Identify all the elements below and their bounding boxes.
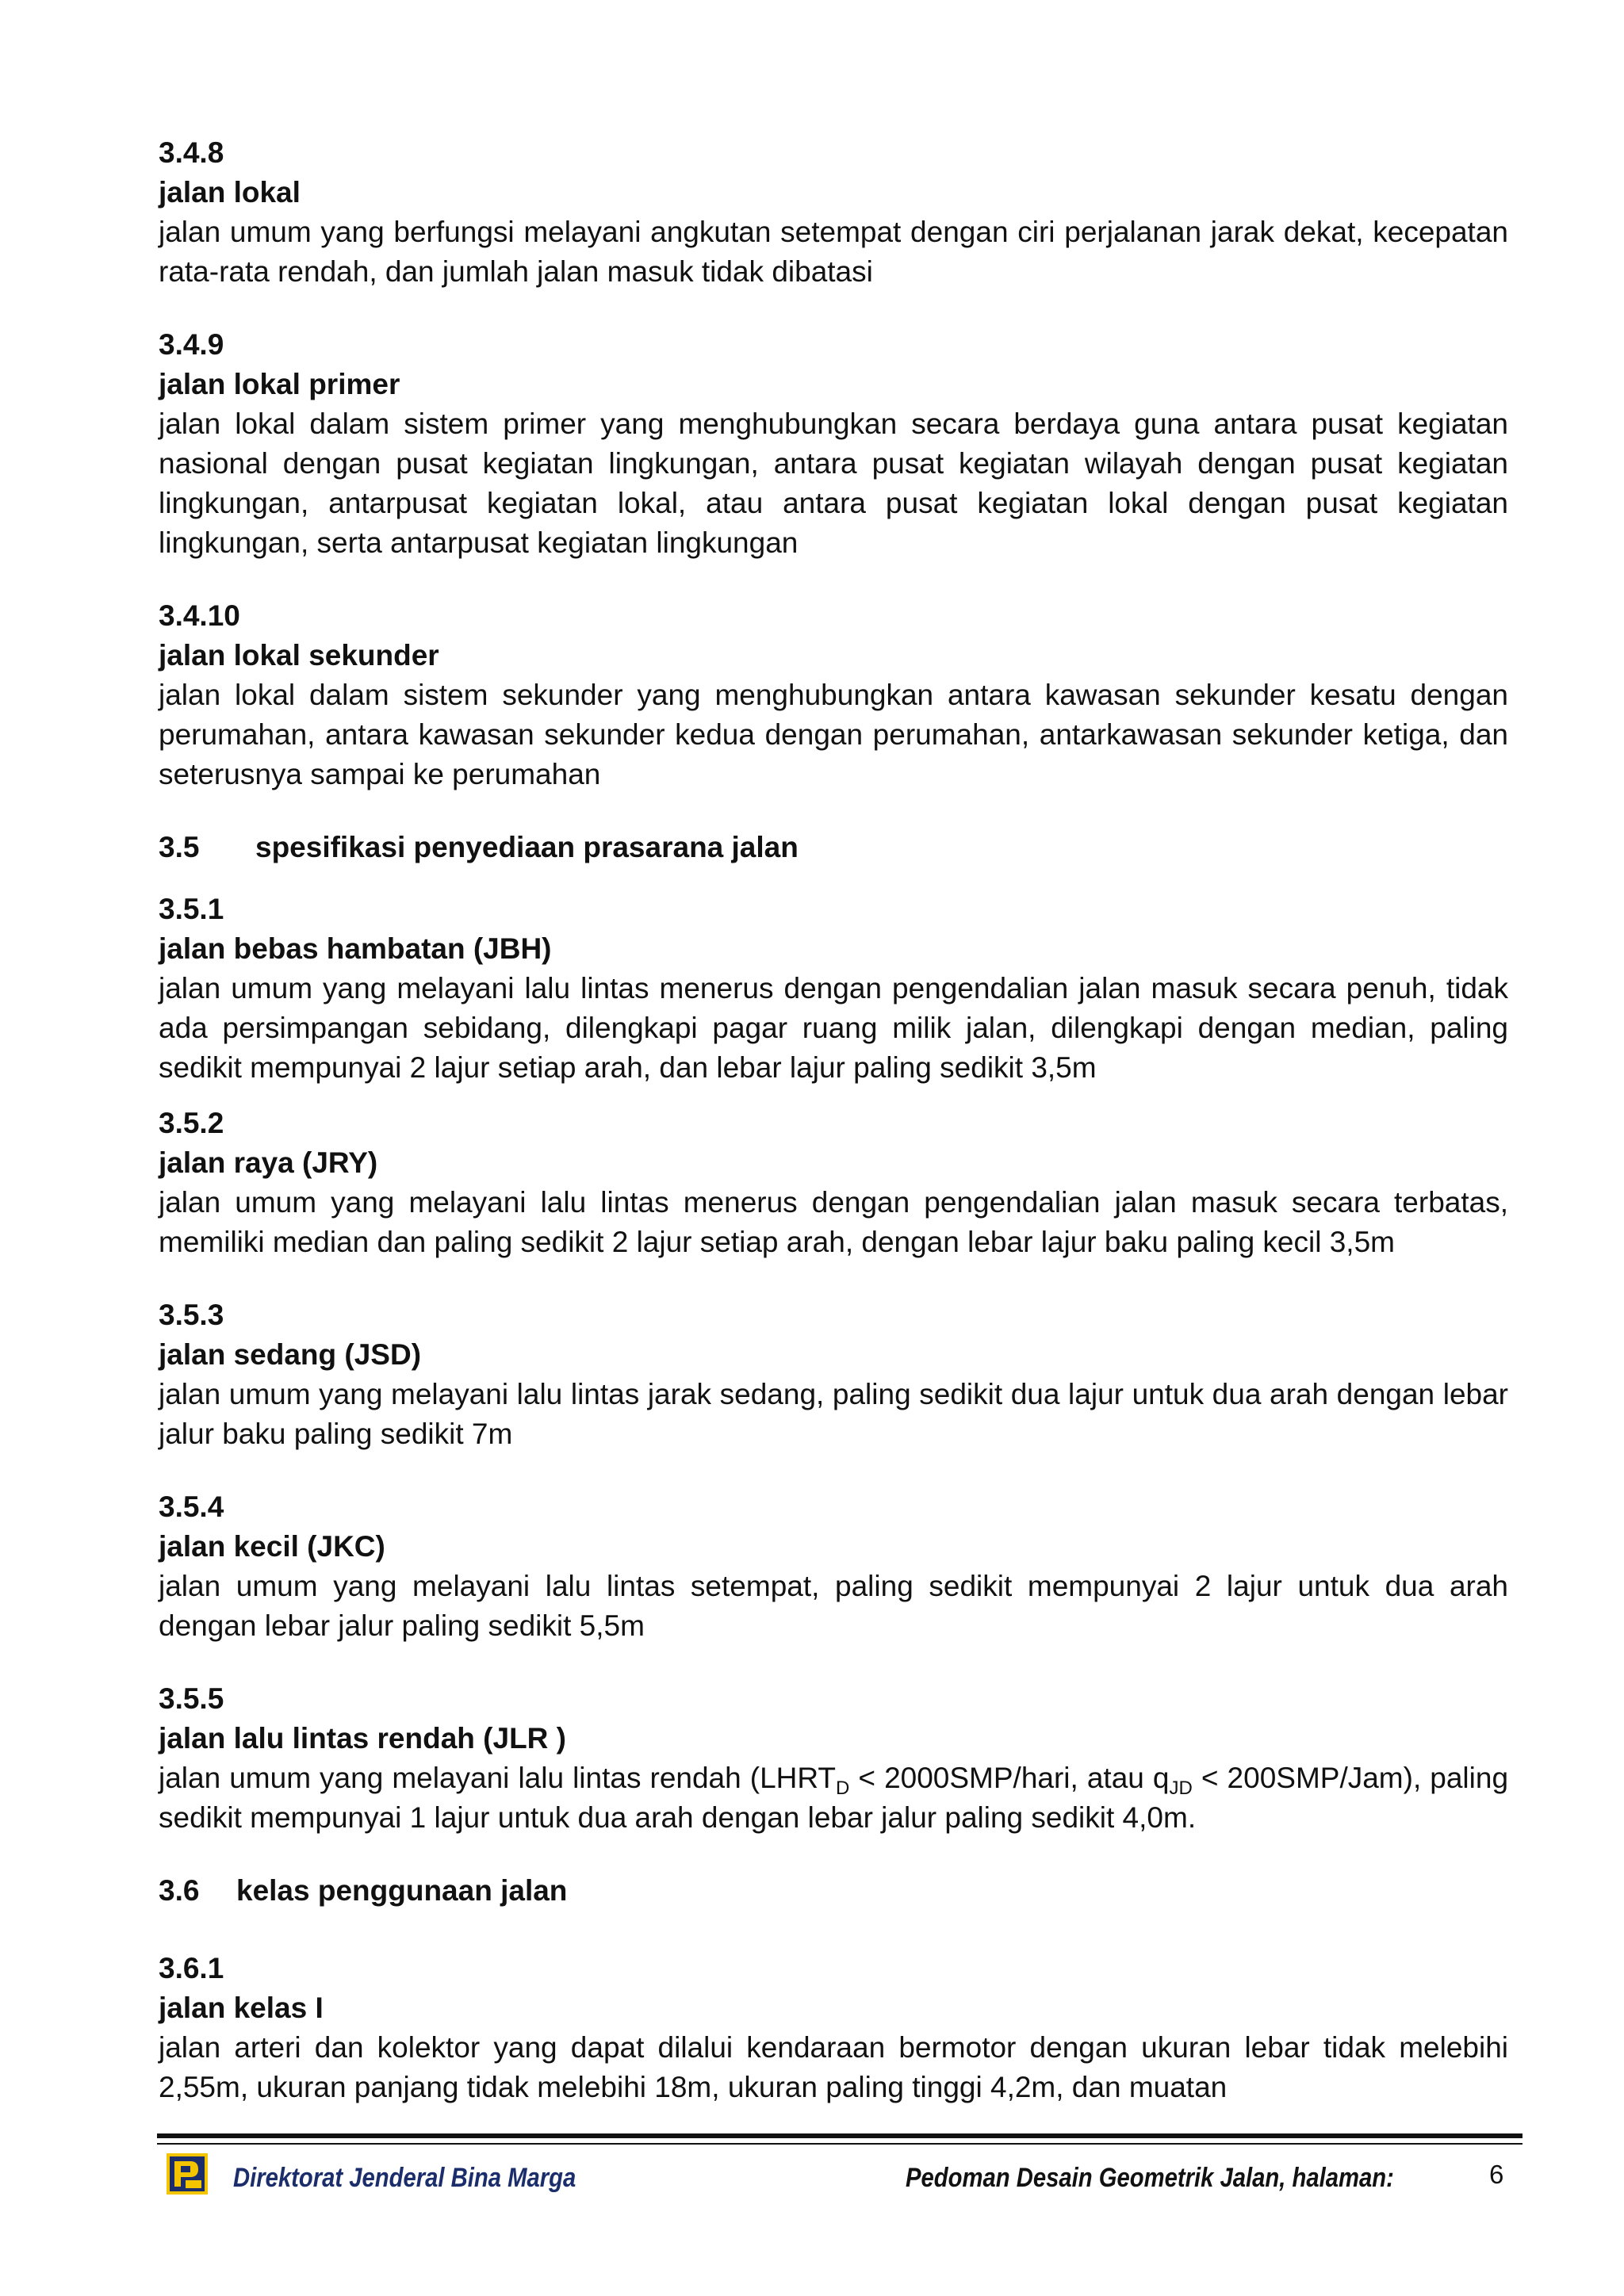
- definition-text: jalan umum yang melayani lalu lintas rendah (LHRT: [159, 1762, 837, 1794]
- section-title: kelas penggunaan jalan: [236, 1874, 568, 1907]
- entry-number: 3.6.1: [159, 1952, 224, 1984]
- page-number: 6: [1489, 2160, 1504, 2189]
- entry-definition: jalan arteri dan kolektor yang dapat dilalui kendaraan bermotor dengan ukuran lebar tidak melebihi 2,55m, ukuran panjang tidak melebihi 18m, ukuran paling tinggi 4,2m, dan muatan: [159, 2031, 1508, 2103]
- definition-text: < 2000SMP/hari, atau q: [849, 1762, 1170, 1794]
- entry-3-5-3: [159, 1295, 1508, 1454]
- entry-number: 3.5.2: [159, 1107, 224, 1139]
- entry-number: 3.5.3: [159, 1299, 224, 1331]
- entry-number: 3.5.1: [159, 893, 224, 925]
- footer-divider: [157, 2133, 1522, 2138]
- section-number: 3.5: [159, 831, 200, 863]
- pu-logo-icon: [167, 2153, 208, 2195]
- document-body: [159, 133, 1508, 2141]
- entry-3-5-5: [159, 1679, 1508, 1838]
- section-number: 3.6: [159, 1874, 200, 1907]
- subscript: D: [836, 1777, 850, 1799]
- entry-definition: jalan umum yang melayani lalu lintas jarak sedang, paling sedikit dua lajur untuk dua arah dengan lebar jalur baku paling sedikit 7m: [159, 1378, 1508, 1450]
- entry-term: jalan kelas I: [159, 1992, 324, 2024]
- entry-term: jalan lokal sekunder: [159, 639, 439, 672]
- entry-number: 3.4.8: [159, 136, 224, 169]
- entry-term: jalan lalu lintas rendah (JLR ): [159, 1722, 566, 1755]
- entry-term: jalan sedang (JSD): [159, 1338, 422, 1371]
- footer-divider-thin: [157, 2143, 1522, 2145]
- entry-definition: [159, 1758, 1508, 1838]
- entry-3-5-1: [159, 890, 1508, 1088]
- entry-definition: jalan umum yang melayani lalu lintas menerus dengan pengendalian jalan masuk secara terbatas, memiliki median dan paling sedikit 2 lajur setiap arah, dengan lebar lajur baku paling kecil 3,5m: [159, 1186, 1508, 1258]
- entry-number: 3.4.9: [159, 328, 224, 361]
- section-heading-3-5: [159, 828, 1508, 867]
- entry-3-5-2: [159, 1104, 1508, 1262]
- entry-number: 3.5.5: [159, 1682, 224, 1715]
- entry-3-4-9: [159, 325, 1508, 563]
- entry-3-6-1: [159, 1949, 1508, 2107]
- entry-definition: jalan umum yang melayani lalu lintas setempat, paling sedikit mempunyai 2 lajur untuk dua arah dengan lebar jalur paling sedikit 5,5m: [159, 1570, 1508, 1642]
- entry-term: jalan lokal: [159, 176, 301, 209]
- entry-number: 3.4.10: [159, 599, 240, 632]
- entry-term: jalan kecil (JKC): [159, 1530, 385, 1563]
- entry-definition: jalan lokal dalam sistem primer yang menghubungkan secara berdaya guna antara pusat kegiatan nasional dengan pusat kegiatan lingkungan, antara pusat kegiatan wilayah dengan pusat kegiatan lingkungan, antarpusat kegiatan lokal, atau antara pusat kegiatan lokal dengan pusat kegiatan lingkungan, serta antarpusat kegiatan lingkungan: [159, 408, 1508, 559]
- entry-number: 3.5.4: [159, 1490, 224, 1523]
- entry-term: jalan raya (JRY): [159, 1146, 378, 1179]
- entry-definition: jalan umum yang melayani lalu lintas menerus dengan pengendalian jalan masuk secara penuh, tidak ada persimpangan sebidang, dilengkapi pagar ruang milik jalan, dilengkapi dengan median, paling sedikit mempunyai 2 lajur setiap arah, dan lebar lajur paling sedikit 3,5m: [159, 972, 1508, 1084]
- footer-document-title: Pedoman Desain Geometrik Jalan, halaman:: [906, 2163, 1394, 2193]
- definition-text: < 200SMP/Jam), paling sedikit mempunyai 1 lajur untuk dua arah dengan lebar jalur paling sedikit 4,0m.: [159, 1762, 1509, 1834]
- entry-term: jalan bebas hambatan (JBH): [159, 932, 552, 965]
- footer-organization: Direktorat Jenderal Bina Marga: [233, 2163, 576, 2193]
- entry-3-5-4: [159, 1487, 1508, 1646]
- entry-3-4-10: [159, 596, 1508, 794]
- entry-3-4-8: [159, 133, 1508, 292]
- section-heading-3-6: [159, 1871, 1508, 1911]
- section-title: spesifikasi penyediaan prasarana jalan: [255, 831, 799, 863]
- page-footer: [159, 2153, 1522, 2209]
- entry-definition: jalan lokal dalam sistem sekunder yang menghubungkan antara kawasan sekunder kesatu dengan perumahan, antara kawasan sekunder kedua dengan perumahan, antarkawasan sekunder ketiga, dan seterusnya sampai ke perumahan: [159, 679, 1508, 790]
- entry-term: jalan lokal primer: [159, 368, 400, 400]
- subscript: JD: [1169, 1777, 1193, 1799]
- entry-definition: jalan umum yang berfungsi melayani angkutan setempat dengan ciri perjalanan jarak dekat, kecepatan rata-rata rendah, dan jumlah jalan masuk tidak dibatasi: [159, 216, 1508, 288]
